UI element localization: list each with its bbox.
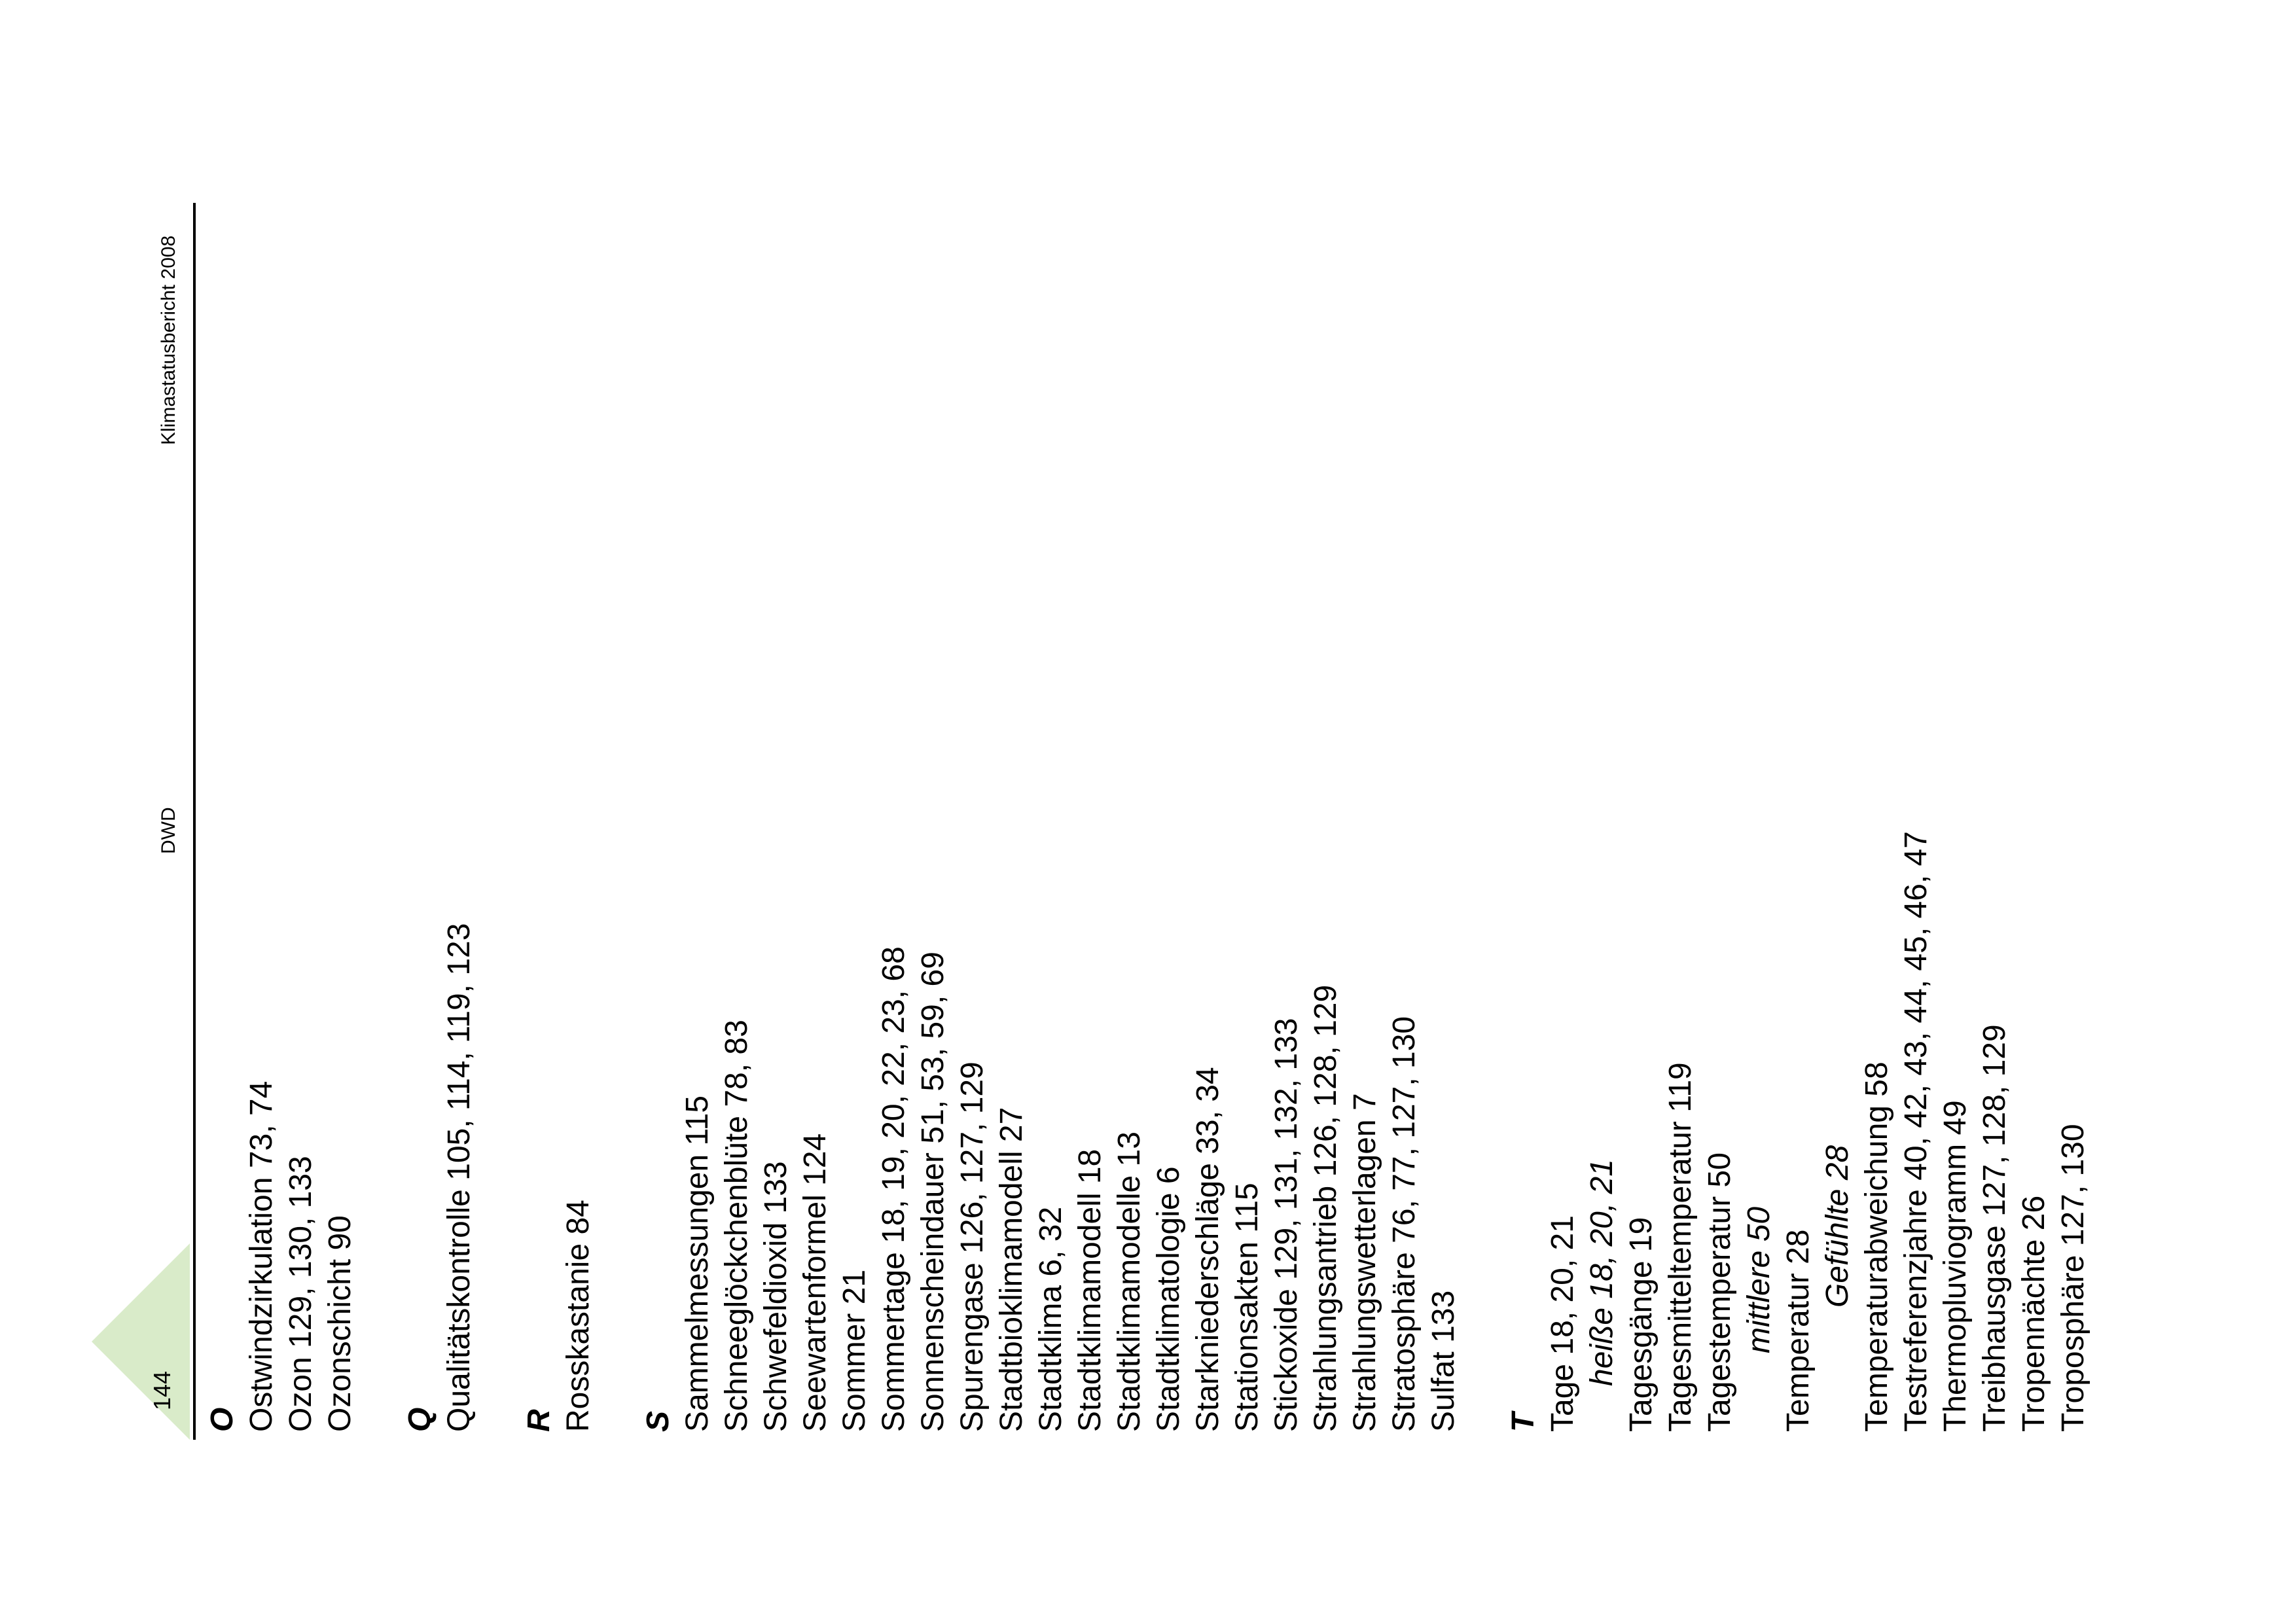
index-section-s <box>639 123 1463 1432</box>
index-entry: Strahlungswetterlagen 7 <box>1348 1093 1382 1432</box>
index-section-q <box>401 123 479 1432</box>
index-entry: Sommertage 18, 19, 20, 22, 23, 68 <box>876 946 911 1432</box>
header-report-title: Klimastatusbericht 2008 <box>158 235 179 445</box>
index-entry: Ozon 129, 130, 133 <box>283 1156 318 1432</box>
section-letter: O <box>205 1407 240 1432</box>
index-column <box>203 123 2093 1432</box>
index-section-o <box>203 123 360 1432</box>
index-entry: Tage 18, 20, 21 <box>1545 1215 1580 1432</box>
index-entry: Starkniederschläge 33, 34 <box>1191 1067 1225 1432</box>
index-entry: Stationsakten 115 <box>1230 1183 1265 1432</box>
index-entry: Thermopluviogramm 49 <box>1938 1100 1973 1432</box>
index-entry: Qualitätskontrolle 105, 114, 119, 123 <box>442 923 476 1432</box>
section-letter: T <box>1506 1412 1541 1432</box>
index-entry: Stadtklimamodelle 13 <box>1112 1132 1147 1432</box>
index-entry: Tagesgänge 19 <box>1624 1217 1659 1432</box>
index-entry: Sammelmessungen 115 <box>680 1095 715 1432</box>
index-entry: Tagesmitteltemperatur 119 <box>1663 1062 1698 1432</box>
section-letter: S <box>641 1410 675 1432</box>
header-publisher: DWD <box>158 807 179 854</box>
index-entry: Schneeglöckchenblüte 78, 83 <box>719 1020 754 1432</box>
index-subentry: heiße 18, 20, 21 <box>1585 1159 1619 1386</box>
index-subentry: Gefühlte 28 <box>1820 1145 1855 1308</box>
index-entry: Temperatur 28 <box>1781 1229 1816 1432</box>
page-tab <box>92 1243 190 1440</box>
index-entry: Strahlungsantrieb 126, 128, 129 <box>1308 984 1343 1432</box>
page-number: 144 <box>149 1370 175 1411</box>
index-entry: Sulfat 133 <box>1426 1290 1461 1432</box>
section-letter: Q <box>403 1407 437 1432</box>
index-entry: Temperaturabweichung 58 <box>1859 1061 1894 1432</box>
index-entry: Schwefeldioxid 133 <box>759 1161 793 1432</box>
index-subentry: mittlere 50 <box>1742 1206 1776 1353</box>
header-rule <box>193 203 196 1440</box>
index-entry: Stratosphäre 76, 77, 127, 130 <box>1387 1016 1422 1432</box>
index-entry: Stadtklimamodell 18 <box>1073 1149 1107 1432</box>
index-section-t <box>1504 123 2093 1432</box>
index-entry: Stadtklimatologie 6 <box>1151 1166 1186 1432</box>
section-letter: R <box>522 1409 556 1432</box>
index-entry: Stadtklima 6, 32 <box>1033 1206 1068 1432</box>
index-section-r <box>520 123 598 1432</box>
index-entry: Treibhausgase 127, 128, 129 <box>1977 1024 2012 1432</box>
index-entry: Seewartenformel 124 <box>798 1133 833 1432</box>
index-entry: Ozonschicht 90 <box>323 1215 357 1432</box>
index-entry: Troposphäre 127, 130 <box>2056 1124 2090 1432</box>
index-entry: Stickoxide 129, 131, 132, 133 <box>1269 1018 1304 1432</box>
index-entry: Tagestemperatur 50 <box>1702 1152 1737 1432</box>
index-entry: Testreferenzjahre 40, 42, 43, 44, 45, 46, 47 <box>1899 831 1933 1432</box>
index-entry: Stadtbioklimamodell 27 <box>994 1107 1029 1432</box>
index-entry: Tropennächte 26 <box>2017 1195 2051 1432</box>
index-entry: Sonnenscheindauer 51, 53, 59, 69 <box>916 952 950 1432</box>
index-entry: Rosskastanie 84 <box>561 1200 596 1432</box>
index-entry: Ostwindzirkulation 73, 74 <box>244 1080 279 1432</box>
index-entry: Spurengase 126, 127, 129 <box>955 1061 990 1432</box>
index-entry: Sommer 21 <box>837 1269 872 1432</box>
